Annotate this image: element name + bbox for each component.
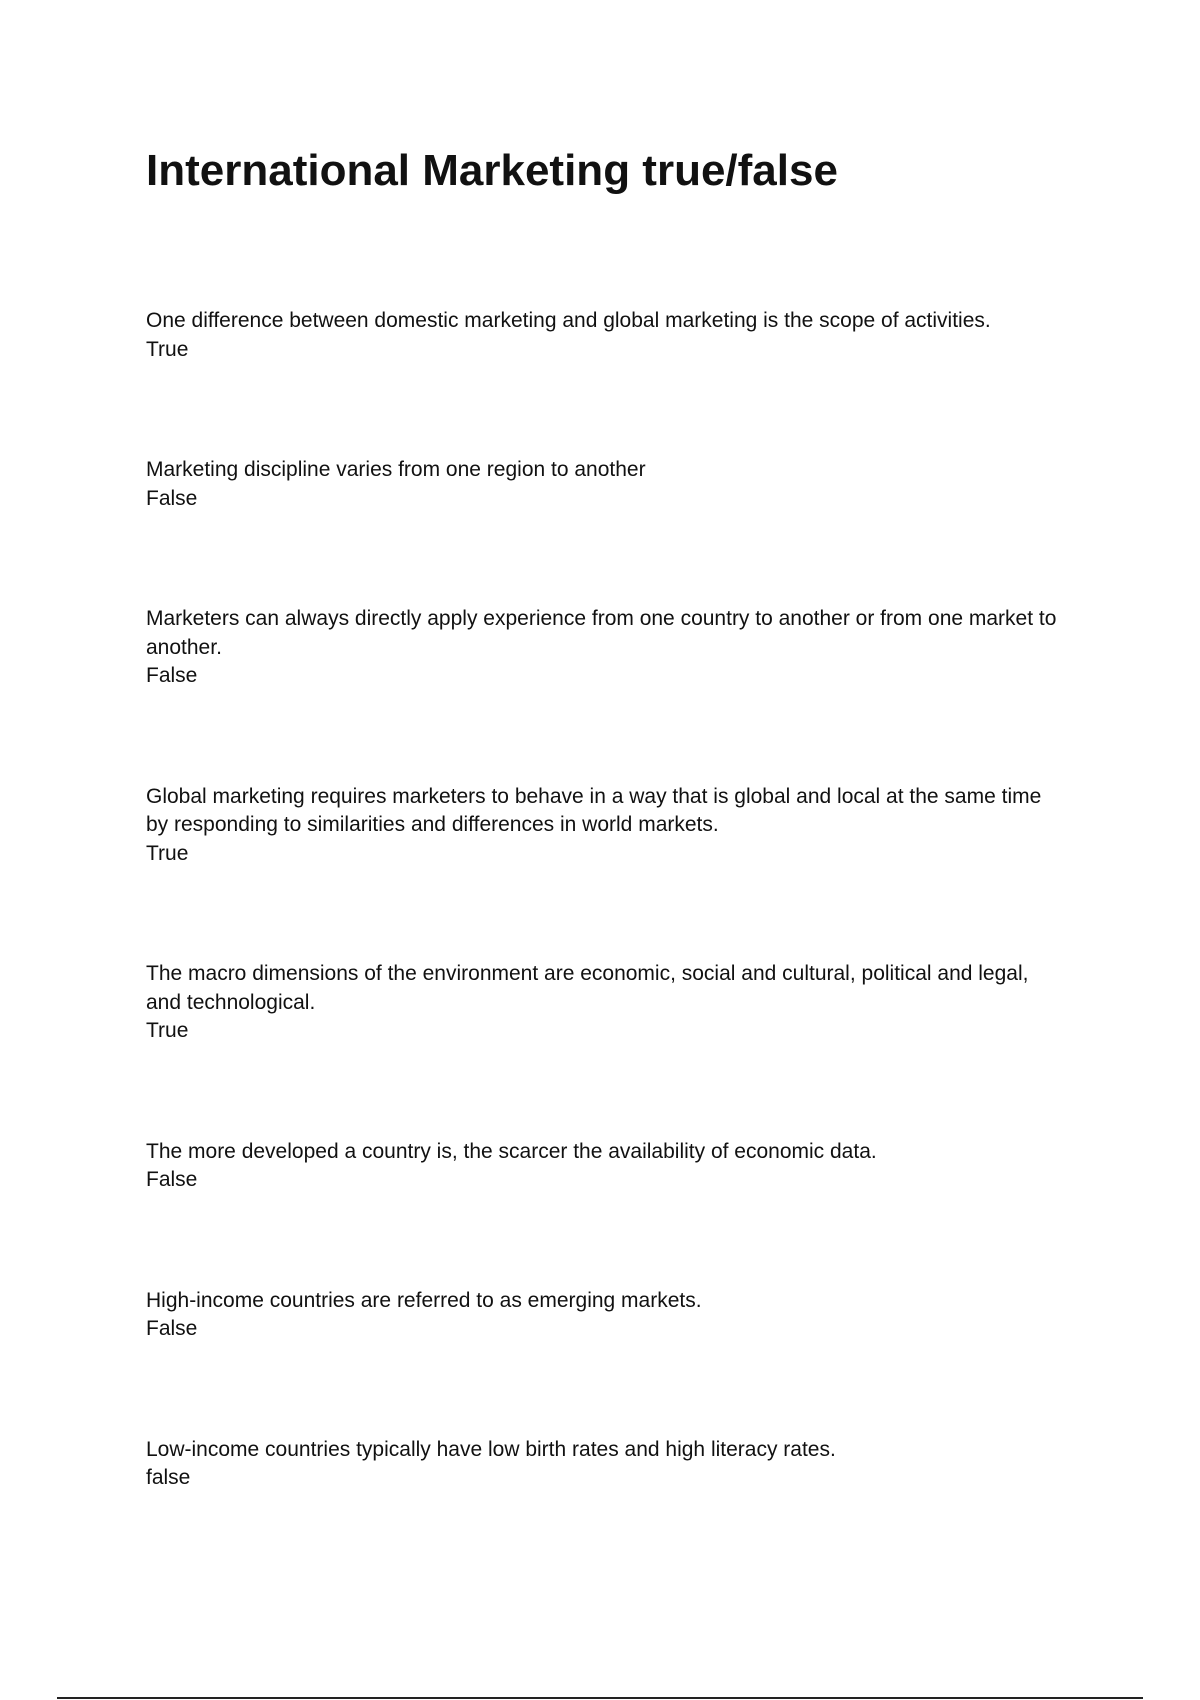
question-item	[146, 783, 1066, 869]
question-item	[146, 1287, 1066, 1344]
answer-text: False	[146, 664, 198, 687]
page-title: International Marketing true/false	[146, 146, 838, 195]
answer-text: false	[146, 1466, 191, 1489]
answer-text: True	[146, 337, 189, 361]
answer-text: False	[146, 1317, 198, 1340]
question-item	[146, 605, 1066, 691]
answer-text: True	[146, 841, 189, 865]
question-item	[146, 960, 1066, 1046]
question-text: Low-income countries typically have low birth rates and high literacy rates.	[146, 1437, 836, 1461]
question-text: One difference between domestic marketing and global marketing is the scope of activities.	[146, 309, 991, 332]
answer-text: True	[146, 1019, 189, 1042]
question-text: Marketers can always directly apply experience from one country to another or from one market to another.	[146, 607, 1057, 659]
question-text: Marketing discipline varies from one region to another	[146, 458, 646, 481]
question-text: The more developed a country is, the scarcer the availability of economic data.	[146, 1139, 877, 1163]
question-text: High-income countries are referred to as emerging markets.	[146, 1288, 702, 1312]
bottom-divider	[57, 1697, 1143, 1699]
answer-text: False	[146, 1168, 198, 1191]
question-item	[146, 1436, 1066, 1493]
question-text: Global marketing requires marketers to behave in a way that is global and local at the same time by responding to similarities and differences in world markets.	[146, 784, 1042, 836]
answer-text: False	[146, 486, 198, 510]
question-item	[146, 307, 1066, 364]
question-item	[146, 456, 1066, 513]
question-text: The macro dimensions of the environment are economic, social and cultural, political and legal, and technological.	[146, 962, 1029, 1014]
question-item	[146, 1138, 1066, 1195]
question-list	[146, 307, 1066, 1585]
